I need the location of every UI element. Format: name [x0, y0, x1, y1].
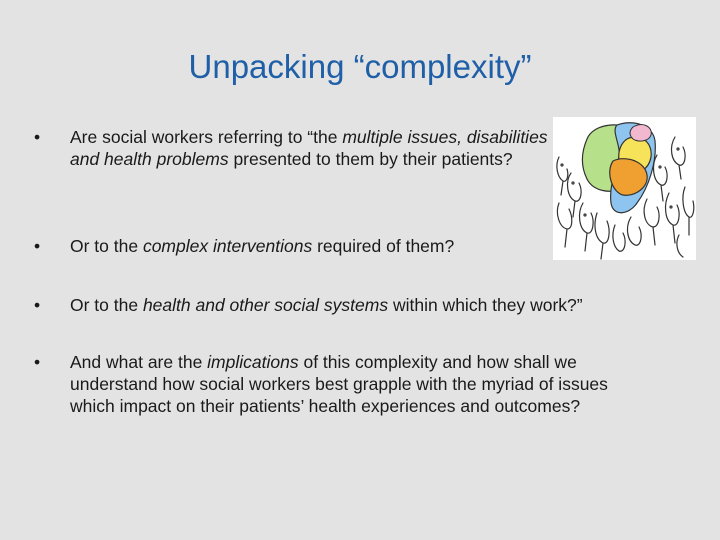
- face-eye: [670, 206, 672, 208]
- face-eye: [561, 164, 563, 166]
- bullet-marker: •: [34, 352, 41, 372]
- face-line: [677, 235, 683, 257]
- face-eye: [659, 166, 661, 168]
- face-line: [644, 199, 659, 245]
- bullet-text: [70, 235, 454, 257]
- face-line: [557, 203, 571, 247]
- face-eye: [584, 214, 586, 216]
- bullet-text-run: Or to the: [70, 295, 143, 315]
- bullet-text-emphasis: implications: [207, 352, 299, 372]
- face-eye: [572, 182, 574, 184]
- face-line: [666, 193, 680, 243]
- bullet-text-emphasis: multiple issues, disabilities and health problems: [70, 127, 548, 169]
- slide-title: Unpacking “complexity”: [188, 48, 532, 85]
- bullet-text: [70, 294, 583, 316]
- face-line: [557, 157, 568, 195]
- bullet-text: [70, 351, 654, 417]
- bullet-item: [34, 351, 654, 417]
- face-line: [672, 137, 686, 179]
- face-line: [654, 155, 668, 201]
- crowd-of-faces-icon: [553, 117, 696, 260]
- bullet-item: [34, 294, 694, 316]
- bullet-item: [34, 235, 554, 257]
- face-line: [683, 187, 694, 235]
- crowd-illustration: [553, 117, 696, 260]
- face-line: [613, 225, 625, 251]
- pink-bubble-shape: [630, 125, 651, 142]
- bullet-marker: •: [34, 295, 41, 315]
- face-line: [595, 213, 609, 259]
- bullet-text-run: required of them?: [312, 236, 455, 256]
- bullet-text-emphasis: complex interventions: [142, 236, 313, 256]
- bullet-text-run: Or to the: [70, 236, 143, 256]
- bullet-marker: •: [34, 236, 41, 256]
- bullet-text-run: Are social workers referring to “the: [70, 127, 343, 147]
- face-eye: [677, 148, 679, 150]
- orange-bubble-shape: [610, 159, 647, 196]
- bullet-text-emphasis: health and other social systems: [142, 295, 389, 315]
- bullet-marker: •: [34, 127, 41, 147]
- face-line: [628, 217, 642, 245]
- face-line: [580, 203, 594, 251]
- bullet-text-run: presented to them by their patients?: [228, 149, 513, 169]
- bullet-text-run: within which they work?”: [388, 295, 583, 315]
- bullet-item: [34, 126, 554, 170]
- bullet-text: [70, 126, 554, 170]
- bullet-text-run: And what are the: [70, 352, 208, 372]
- bullet-text-run: of this complexity and how shall we understand how social workers best grapple with the myriad of issues which impact on their patients’ health experiences and outcomes?: [70, 352, 608, 416]
